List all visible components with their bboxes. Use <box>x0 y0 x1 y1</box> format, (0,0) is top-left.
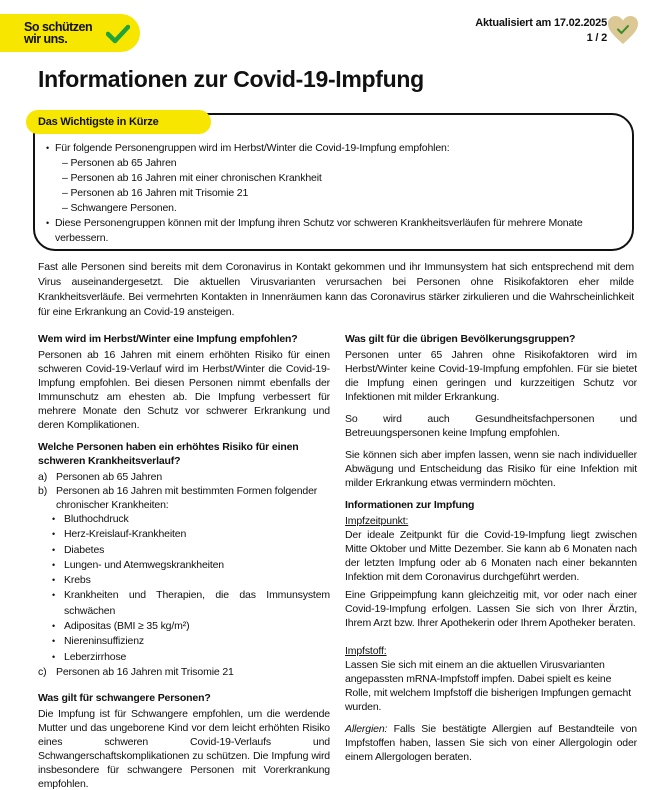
summary-dash-item: – Personen ab 16 Jahren mit Trisomie 21 <box>62 187 249 199</box>
condition-item: • Krebs <box>38 573 330 588</box>
section-paragraph: Eine Grippeimpfung kann gleichzeitig mit, vor oder nach einer Covid-19-Impfung erfolgen. Lassen Sie sich von Ihrer Ärztin, Ihrem Arzt bzw. Ihrer Apothekerin oder Ihrem Apotheker beraten. <box>345 589 637 629</box>
summary-tab-label: Das Wichtigste in Kürze <box>26 110 211 134</box>
subheading-vaccine: Impfstoff: <box>345 645 387 657</box>
risk-item-c <box>38 665 330 679</box>
logo-text: So schützen wir uns. <box>24 20 93 46</box>
summary-bullet: • Diese Personengruppen können mit der Impfung ihren Schutz vor schweren Krankheitsverläufen für mehrere Monate verbessern. <box>46 216 626 246</box>
page-number: 1 / 2 <box>586 32 607 44</box>
check-icon <box>106 24 130 44</box>
section-heading: Wem wird im Herbst/Winter eine Impfung empfohlen? <box>38 333 298 345</box>
subheading-timing: Impfzeitpunkt: <box>345 515 409 527</box>
right-column <box>345 332 637 772</box>
section-paragraph: Personen unter 65 Jahren ohne Risikofaktoren wird im Herbst/Winter keine Covid-19-Impfung empfohlen. Für sie bietet die Impfung einen geringen und kurzzeitigen Schutz vor Infektionen mit milder Erkrankung. <box>345 349 637 403</box>
section-paragraph: Lassen Sie sich mit einem an die aktuellen Virusvarianten angepassten mRNA-Impfstoff impfen. Dabei spielt es keine Rolle, mit welchem Impfstoff die bisherigen Impfungen gemacht wurden. <box>345 659 631 713</box>
heart-check-icon <box>607 14 639 46</box>
risk-item-b <box>38 484 330 512</box>
section-heading: Welche Personen haben ein erhöhtes Risiko für einen schweren Krankheitsverlauf? <box>38 441 299 467</box>
condition-item: • Diabetes <box>38 543 330 558</box>
summary-list <box>46 141 626 246</box>
condition-item: • Adipositas (BMI ≥ 35 kg/m²) <box>38 619 330 634</box>
summary-bullet: • Für folgende Personengruppen wird im Herbst/Winter die Covid-19-Impfung empfohlen: <box>46 141 626 156</box>
risk-label: c) <box>38 665 47 678</box>
section-heading: Was gilt für schwangere Personen? <box>38 691 211 704</box>
section-paragraph: Der ideale Zeitpunkt für die Covid-19-Impfung liegt zwischen Mitte Oktober und Mitte Dezember. Sie kann ab 6 Monaten nach der letzten Impfung oder ab 6 Monaten nach einer bekannten Infektion mit dem Coronavirus durchgeführt werden. <box>345 529 637 583</box>
campaign-logo <box>0 14 140 52</box>
condition-item: • Niereninsuffizienz <box>38 634 330 649</box>
section-paragraph: Personen ab 16 Jahren mit einem erhöhten Risiko für einen schweren Covid-19-Verlauf wird im Herbst/Winter die Covid-19-Impfung empfohlen. Bei diesen Personen nimmt ebenfalls der Immunschutz am ehesten ab. Die Impfung verbessert für mehrere Monate den Schutz vor schwerer Erkrankung und deren Komplikationen. <box>38 349 330 431</box>
section-heading: Informationen zur Impfung <box>345 499 475 511</box>
risk-text: Personen ab 16 Jahren mit Trisomie 21 <box>56 665 234 678</box>
risk-text: Personen ab 65 Jahren <box>56 471 163 483</box>
allergy-paragraph <box>345 722 637 764</box>
section-paragraph: Die Impfung ist für Schwangere empfohlen, um die werdende Mutter und das ungeborene Kind vor dem leicht erhöhten Risiko eines schweren Covid-19-Verlaufs und Schwangerschaftskomplikationen zu schützen. Die Impfung wird insbesondere für schwangere Personen mit Vorerkrankung empfohlen. <box>38 707 330 790</box>
allergy-text: Falls Sie bestätigte Allergien auf Bestandteile von Impfstoffen haben, lassen Sie sich von einer Allergologin oder einem Allergologen beraten. <box>345 723 637 763</box>
intro-paragraph: Fast alle Personen sind bereits mit dem Coronavirus in Kontakt gekommen und ihr Immunsystem hat sich entsprechend mit dem Virus auseinandergesetzt. Die aktuellen Virusvarianten verursachen bei Personen ohne Risikofaktoren eher milde Krankheitsverläufe. Bei vermehrten Kontakten in Innenräumen kann das Coronavirus stärker zirkulieren und die Wahrscheinlichkeit für eine Erkrankung an Covid-19 ansteigen. <box>38 261 634 318</box>
summary-dash-item: – Personen ab 16 Jahren mit einer chronischen Krankheit <box>62 172 322 184</box>
document-meta <box>475 16 607 46</box>
condition-item: • Lungen- und Atemwegskrankheiten <box>38 558 330 573</box>
condition-item: • Herz-Kreislauf-Krankheiten <box>38 527 330 542</box>
section-heading: Was gilt für die übrigen Bevölkerungsgruppen? <box>345 333 576 345</box>
section-paragraph: So wird auch Gesundheitsfachpersonen und Betreuungspersonen keine Impfung empfohlen. <box>345 413 637 439</box>
section-paragraph: Sie können sich aber impfen lassen, wenn sie nach individueller Abwägung und Entscheidung das Risiko für eine Infektion mit milder Erkrankung etwas vermindern möchten. <box>345 449 637 489</box>
risk-label: b) <box>38 485 48 497</box>
risk-item-a <box>38 470 330 484</box>
allergy-label: Allergien: <box>345 723 388 735</box>
left-column <box>38 332 330 790</box>
updated-date: Aktualisiert am 17.02.2025 <box>475 17 607 29</box>
condition-item: • Krankheiten und Therapien, die das Immunsystem schwächen <box>38 588 330 619</box>
summary-dash-item: – Personen ab 65 Jahren <box>62 157 177 169</box>
page-title: Informationen zur Covid-19-Impfung <box>38 66 424 92</box>
condition-item: • Leberzirrhose <box>38 650 330 665</box>
risk-label: a) <box>38 471 48 483</box>
risk-text: Personen ab 16 Jahren mit bestimmten Formen folgender chronischer Krankheiten: <box>56 485 318 511</box>
summary-dash-item: – Schwangere Personen. <box>62 202 177 214</box>
condition-item: • Bluthochdruck <box>38 512 330 527</box>
